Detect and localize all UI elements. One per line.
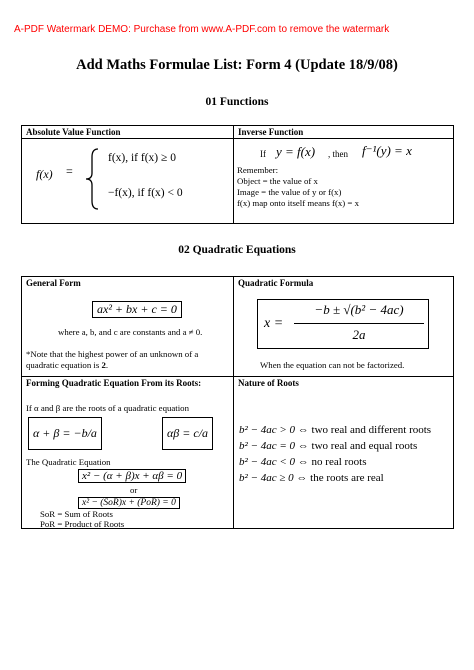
inverse-then: , then (328, 149, 348, 159)
remember-line-3: f(x) map onto itself means f(x) = x (237, 198, 359, 208)
abs-lhs: f(x) (36, 167, 53, 181)
formula-denominator: 2a (352, 327, 366, 342)
general-form-where: where a, b, and c are constants and a ≠ 0. (58, 327, 203, 337)
quadratic-table (21, 276, 454, 529)
inverse-result: f⁻¹(y) = x (362, 143, 412, 158)
general-form-header: General Form (26, 278, 81, 288)
nature-row: b² − 4ac = 0 ⇔ two real and equal roots (239, 440, 418, 452)
functions-table (21, 125, 454, 224)
quadratic-formula-box (257, 299, 429, 349)
quadratic-equation-2: x² − (SoR)x + (PoR) = 0 (78, 497, 180, 509)
forming-header: Forming Quadratic Equation From its Roots: (26, 378, 202, 388)
nature-header: Nature of Roots (238, 378, 299, 388)
general-form-note: *Note that the highest power of an unknown of a quadratic equation is 2. (26, 349, 199, 370)
general-form-equation: ax² + bx + c = 0 (92, 301, 182, 318)
nature-row: b² − 4ac ≥ 0 ⇔ the roots are real (239, 472, 384, 484)
left-brace-icon (84, 147, 100, 211)
abs-case-1: f(x), if f(x) ≥ 0 (108, 152, 176, 164)
quadratic-equation-1: x² − (α + β)x + αβ = 0 (78, 469, 186, 483)
abs-case-2: −f(x), if f(x) < 0 (108, 187, 183, 199)
quadratic-formula-cell (234, 277, 454, 377)
product-of-roots-equation: αβ = c/a (162, 417, 213, 450)
quadratic-equation-label: The Quadratic Equation (26, 457, 111, 467)
formula-numerator: −b ± √(b² − 4ac) (314, 302, 404, 317)
remember-label: Remember: (237, 165, 279, 175)
document-title: Add Maths Formulae List: Form 4 (Update 18/9/08) (76, 57, 398, 73)
watermark-text: A-PDF Watermark DEMO: Purchase from www.A-PDF.com to remove the watermark (14, 24, 390, 35)
sum-of-roots-equation: α + β = −b/a (28, 417, 102, 450)
or-word: or (130, 485, 138, 495)
sor-definition: SoR = Sum of Roots (40, 509, 113, 519)
remember-line-2: Image = the value of y or f(x) (237, 187, 342, 197)
section-heading-functions: 01 Functions (205, 96, 269, 108)
abs-header: Absolute Value Function (22, 126, 234, 139)
nature-row: b² − 4ac < 0 ⇔ no real roots (239, 456, 367, 468)
nature-cell (234, 377, 454, 529)
section-heading-quadratic: 02 Quadratic Equations (178, 244, 296, 256)
formula-lhs: x = (264, 316, 284, 331)
inverse-condition: y = f(x) (276, 144, 316, 159)
forming-intro: If α and β are the roots of a quadratic equation (26, 403, 189, 413)
abs-cell: f(x) = f(x), if f(x) ≥ 0 −f(x), if f(x) < 0 (22, 139, 234, 224)
formula-note: When the equation can not be factorized. (260, 360, 405, 370)
inverse-cell (234, 139, 454, 224)
remember-line-1: Object = the value of x (237, 176, 318, 186)
quadratic-formula-header: Quadratic Formula (238, 278, 314, 288)
inverse-if: If (260, 149, 266, 159)
por-definition: PoR = Product of Roots (40, 519, 125, 529)
general-form-cell (22, 277, 234, 377)
forming-cell (22, 377, 234, 529)
inverse-header: Inverse Function (234, 126, 454, 139)
nature-row: b² − 4ac > 0 ⇔ two real and different roots (239, 424, 432, 436)
